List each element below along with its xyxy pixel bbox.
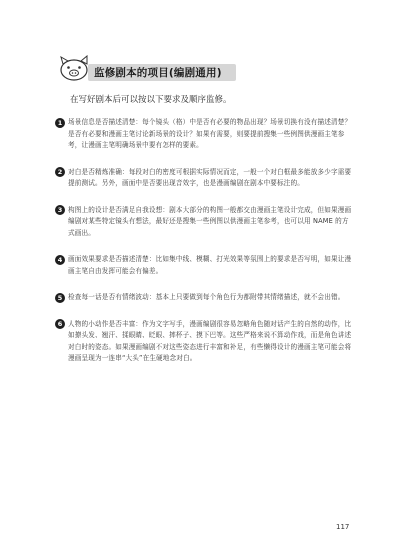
item-number-badge: 3 — [55, 205, 65, 215]
item-number-badge: 6 — [55, 319, 65, 329]
list-item — [55, 319, 353, 365]
item-number-badge: 2 — [55, 167, 65, 177]
section-title: 监修剧本的项目(编剧通用) — [94, 67, 222, 79]
list-item — [55, 292, 353, 304]
list-item — [55, 167, 353, 190]
list-item — [55, 205, 353, 240]
pig-icon — [58, 55, 92, 83]
item-text: 场景信息是否描述清楚：每个镜头（格）中是否有必要的物品出现？场景切换有没有描述清楚？是否有必要和漫画主笔讨论新场景的设计？如果有需要，则要提前搜集一些例图供漫画主笔参考，让漫画主笔明确场景中要有怎样的要素。 — [68, 118, 352, 149]
item-text: 画面效果要求是否描述清楚：比如集中线、模糊、打光效果等氛围上的要求是否写明，如果让漫画主笔自由发挥可能会有偏差。 — [68, 255, 352, 275]
item-number-badge: 4 — [55, 255, 65, 265]
item-text: 检查每一话是否有情绪波动：基本上只要做到每个角色行为都附带其情绪描述，就不会出错。 — [68, 293, 345, 301]
intro-text: 在写好剧本后可以按以下要求及顺序监修。 — [70, 95, 232, 105]
list-item — [55, 254, 353, 277]
list-item — [55, 117, 353, 152]
title-bar — [88, 64, 236, 81]
item-text: 人物的小动作是否丰富：作为文字写手，漫画编剧很容易忽略角色随对话产生的自然的动作，比如撩头发、翘汗、揉眼睛、眨眼、摔杯子、摸下巴等。这些严格来说不算动作戏，而是角色讲述对白时的姿态。如果漫画编剧不对这些姿态进行丰富和补足，有些懒得设计的漫画主笔可能会将漫画呈现为一连串“大头”在生硬地念对白。 — [68, 319, 352, 362]
item-number-badge: 1 — [55, 118, 65, 128]
item-text: 构图上的设计是否满足自我设想：剧本大部分的构图一般都交由漫画主笔设计完成，但如果漫画编剧对某些特定镜头有想法，最好还是搜集一些例图以供漫画主笔参考，也可以用 NAME 的方式画出。 — [68, 205, 352, 237]
item-number-badge: 5 — [55, 293, 65, 303]
item-text: 对白是否精炼准确：每段对白的密度可根据实际情况而定，一般一个对白框最多能放多少字需要提前测试。另外，画面中是否要出现音效字，也是漫画编剧在剧本中要标注的。 — [68, 167, 352, 187]
section-header — [58, 55, 242, 85]
item-list — [55, 117, 353, 380]
page-number: 117 — [336, 523, 350, 531]
